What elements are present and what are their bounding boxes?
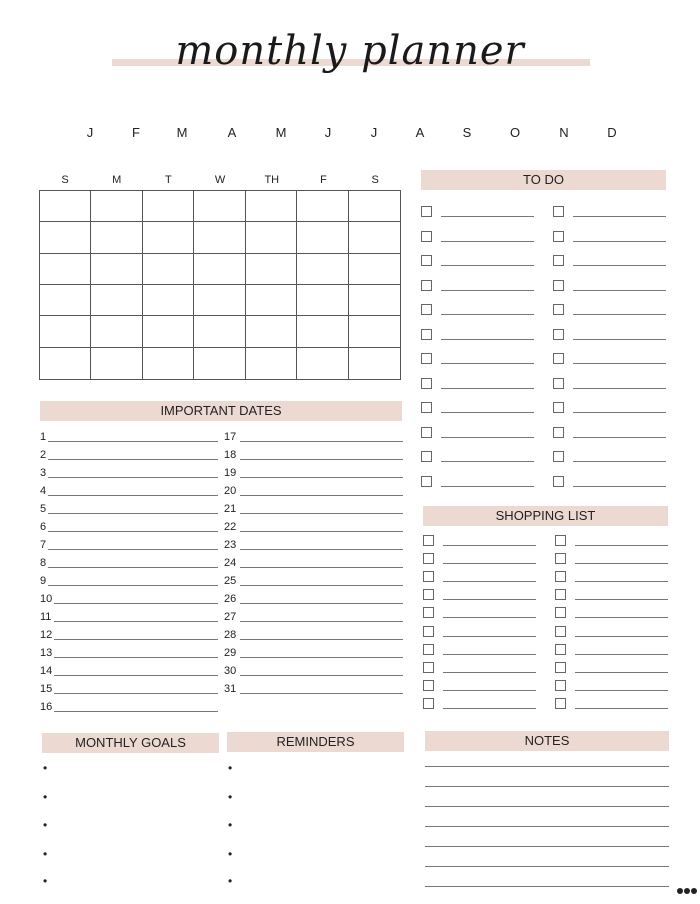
date-line[interactable]: [240, 441, 403, 442]
date-number: 31: [224, 683, 237, 695]
shopping-line[interactable]: [575, 545, 668, 546]
todo-line[interactable]: [573, 314, 666, 315]
date-number: 5: [40, 503, 47, 515]
date-number: 28: [224, 629, 237, 641]
notes-line[interactable]: [425, 846, 669, 847]
date-number: 13: [40, 647, 53, 659]
todo-line[interactable]: [573, 290, 666, 291]
logo-icon: [676, 886, 698, 898]
calendar-cell[interactable]: [40, 222, 91, 253]
bullet: •: [228, 874, 233, 888]
date-number: 1: [40, 431, 47, 443]
bullet: •: [43, 818, 48, 832]
date-line[interactable]: [54, 657, 218, 658]
date-number: 10: [40, 593, 53, 605]
calendar-cell[interactable]: [194, 285, 245, 316]
date-line[interactable]: [54, 639, 218, 640]
todo-checkbox[interactable]: [553, 402, 564, 413]
calendar-cell[interactable]: [143, 348, 194, 379]
todo-line[interactable]: [441, 486, 534, 487]
date-number: 15: [40, 683, 53, 695]
month-letter[interactable]: M: [275, 125, 287, 140]
shopping-line[interactable]: [443, 581, 536, 582]
shopping-checkbox[interactable]: [555, 698, 566, 709]
date-line[interactable]: [48, 459, 218, 460]
calendar-cell[interactable]: [349, 348, 400, 379]
shopping-checkbox[interactable]: [555, 680, 566, 691]
todo-line[interactable]: [441, 437, 534, 438]
date-number: 2: [40, 449, 47, 461]
shopping-line[interactable]: [443, 690, 536, 691]
date-line[interactable]: [240, 639, 403, 640]
month-letter[interactable]: A: [227, 125, 237, 140]
todo-checkbox[interactable]: [553, 206, 564, 217]
notes-line[interactable]: [425, 806, 669, 807]
bullet: •: [228, 761, 233, 775]
todo-line[interactable]: [441, 314, 534, 315]
todo-checkbox[interactable]: [553, 353, 564, 364]
shopping-line[interactable]: [575, 690, 668, 691]
todo-line[interactable]: [441, 388, 534, 389]
date-number: 29: [224, 647, 237, 659]
calendar-cell[interactable]: [297, 348, 348, 379]
notes-line[interactable]: [425, 826, 669, 827]
date-number: 4: [40, 485, 47, 497]
date-line[interactable]: [48, 495, 218, 496]
date-number: 16: [40, 701, 53, 713]
date-number: 21: [224, 503, 237, 515]
calendar-cell[interactable]: [40, 254, 91, 285]
calendar-cell[interactable]: [349, 316, 400, 347]
date-line[interactable]: [240, 693, 403, 694]
date-number: 27: [224, 611, 237, 623]
monthly-goals-header: MONTHLY GOALS: [42, 733, 219, 753]
calendar-cell[interactable]: [297, 191, 348, 222]
calendar-cell[interactable]: [194, 316, 245, 347]
calendar-cell[interactable]: [91, 316, 142, 347]
weekday-label: S: [61, 174, 69, 186]
date-line[interactable]: [48, 567, 218, 568]
calendar-cell[interactable]: [91, 191, 142, 222]
date-line[interactable]: [240, 495, 403, 496]
calendar-cell[interactable]: [143, 285, 194, 316]
date-line[interactable]: [240, 621, 403, 622]
date-line[interactable]: [48, 441, 218, 442]
date-line[interactable]: [240, 459, 403, 460]
calendar-cell[interactable]: [246, 285, 297, 316]
todo-line[interactable]: [573, 241, 666, 242]
month-letter[interactable]: J: [370, 125, 378, 140]
shopping-line[interactable]: [575, 654, 668, 655]
calendar-cell[interactable]: [246, 191, 297, 222]
todo-checkbox[interactable]: [553, 280, 564, 291]
date-line[interactable]: [240, 477, 403, 478]
weekday-label: S: [371, 174, 379, 186]
todo-checkbox[interactable]: [553, 304, 564, 315]
date-line[interactable]: [240, 567, 403, 568]
todo-line[interactable]: [441, 216, 534, 217]
reminders-header: REMINDERS: [227, 732, 404, 752]
calendar-cell[interactable]: [91, 222, 142, 253]
bullet: •: [43, 790, 48, 804]
calendar-cell[interactable]: [349, 254, 400, 285]
todo-checkbox[interactable]: [553, 378, 564, 389]
todo-line[interactable]: [573, 339, 666, 340]
todo-line[interactable]: [441, 363, 534, 364]
date-line[interactable]: [48, 585, 218, 586]
todo-line[interactable]: [573, 388, 666, 389]
shopping-line[interactable]: [443, 563, 536, 564]
todo-checkbox[interactable]: [421, 329, 432, 340]
shopping-list-header: SHOPPING LIST: [423, 506, 668, 526]
date-line[interactable]: [54, 675, 218, 676]
todo-checkbox[interactable]: [553, 451, 564, 462]
date-number: 25: [224, 575, 237, 587]
shopping-line[interactable]: [443, 617, 536, 618]
todo-checkbox[interactable]: [421, 304, 432, 315]
weekday-label: W: [214, 174, 226, 186]
calendar-cell[interactable]: [297, 222, 348, 253]
date-number: 3: [40, 467, 47, 479]
calendar-cell[interactable]: [349, 222, 400, 253]
shopping-line[interactable]: [443, 599, 536, 600]
todo-checkbox[interactable]: [421, 206, 432, 217]
todo-line[interactable]: [573, 265, 666, 266]
shopping-checkbox[interactable]: [555, 644, 566, 655]
calendar-cell[interactable]: [40, 285, 91, 316]
date-line[interactable]: [48, 513, 218, 514]
date-number: 11: [40, 611, 52, 623]
shopping-checkbox[interactable]: [555, 662, 566, 673]
todo-line[interactable]: [441, 339, 534, 340]
calendar-cell[interactable]: [246, 222, 297, 253]
todo-checkbox[interactable]: [553, 255, 564, 266]
todo-checkbox[interactable]: [421, 353, 432, 364]
date-line[interactable]: [240, 675, 403, 676]
todo-checkbox[interactable]: [553, 231, 564, 242]
date-number: 14: [40, 665, 53, 677]
todo-checkbox[interactable]: [553, 476, 564, 487]
shopping-checkbox[interactable]: [423, 535, 434, 546]
shopping-checkbox[interactable]: [555, 553, 566, 564]
shopping-line[interactable]: [575, 708, 668, 709]
bullet: •: [43, 847, 48, 861]
calendar-cell[interactable]: [91, 348, 142, 379]
shopping-checkbox[interactable]: [555, 535, 566, 546]
date-number: 7: [40, 539, 47, 551]
date-line[interactable]: [240, 585, 403, 586]
bullet: •: [228, 847, 233, 861]
calendar-cell[interactable]: [143, 191, 194, 222]
date-number: 6: [40, 521, 47, 533]
todo-line[interactable]: [441, 412, 534, 413]
shopping-checkbox[interactable]: [555, 607, 566, 618]
date-line[interactable]: [54, 693, 218, 694]
todo-checkbox[interactable]: [421, 231, 432, 242]
shopping-line[interactable]: [443, 636, 536, 637]
date-number: 12: [40, 629, 53, 641]
todo-header: TO DO: [421, 170, 666, 190]
date-number: 30: [224, 665, 237, 677]
todo-checkbox[interactable]: [421, 402, 432, 413]
notes-line[interactable]: [425, 766, 669, 767]
date-line[interactable]: [240, 531, 403, 532]
shopping-checkbox[interactable]: [423, 662, 434, 673]
calendar-cell[interactable]: [297, 285, 348, 316]
shopping-line[interactable]: [443, 708, 536, 709]
weekday-label: T: [165, 174, 172, 186]
calendar-cell[interactable]: [194, 191, 245, 222]
notes-line[interactable]: [425, 866, 669, 867]
date-line[interactable]: [240, 657, 403, 658]
date-number: 19: [224, 467, 237, 479]
todo-line[interactable]: [573, 486, 666, 487]
calendar-cell[interactable]: [143, 316, 194, 347]
month-letter[interactable]: N: [559, 125, 569, 140]
shopping-line[interactable]: [575, 581, 668, 582]
month-letter[interactable]: M: [176, 125, 188, 140]
shopping-checkbox[interactable]: [423, 644, 434, 655]
shopping-checkbox[interactable]: [423, 589, 434, 600]
calendar-cell[interactable]: [194, 348, 245, 379]
calendar-cell[interactable]: [297, 254, 348, 285]
page-title: monthly planner: [175, 28, 525, 74]
date-number: 8: [40, 557, 47, 569]
shopping-checkbox[interactable]: [423, 698, 434, 709]
date-number: 20: [224, 485, 237, 497]
shopping-checkbox[interactable]: [423, 553, 434, 564]
calendar-cell[interactable]: [143, 254, 194, 285]
calendar-cell[interactable]: [194, 222, 245, 253]
todo-checkbox[interactable]: [421, 451, 432, 462]
bullet: •: [228, 818, 233, 832]
shopping-line[interactable]: [575, 636, 668, 637]
date-line[interactable]: [48, 531, 218, 532]
month-letter[interactable]: F: [132, 125, 140, 140]
calendar-cell[interactable]: [40, 348, 91, 379]
date-line[interactable]: [48, 477, 218, 478]
bullet: •: [43, 761, 48, 775]
calendar-cell[interactable]: [297, 316, 348, 347]
todo-line[interactable]: [573, 412, 666, 413]
date-line[interactable]: [240, 603, 403, 604]
shopping-line[interactable]: [443, 545, 536, 546]
shopping-checkbox[interactable]: [423, 626, 434, 637]
shopping-line[interactable]: [575, 563, 668, 564]
weekday-label: F: [320, 174, 327, 186]
shopping-checkbox[interactable]: [555, 571, 566, 582]
todo-line[interactable]: [441, 241, 534, 242]
date-line[interactable]: [54, 603, 218, 604]
important-dates-header: IMPORTANT DATES: [40, 401, 402, 421]
shopping-line[interactable]: [443, 672, 536, 673]
date-line[interactable]: [240, 549, 403, 550]
todo-checkbox[interactable]: [421, 378, 432, 389]
month-letter[interactable]: S: [462, 125, 472, 140]
date-number: 17: [224, 431, 237, 443]
calendar-cell[interactable]: [246, 254, 297, 285]
todo-checkbox[interactable]: [553, 329, 564, 340]
todo-line[interactable]: [573, 216, 666, 217]
todo-checkbox[interactable]: [421, 280, 432, 291]
shopping-line[interactable]: [575, 617, 668, 618]
notes-header: NOTES: [425, 731, 669, 751]
todo-checkbox[interactable]: [421, 476, 432, 487]
todo-line[interactable]: [441, 265, 534, 266]
calendar-grid: [39, 190, 401, 380]
calendar-cell[interactable]: [349, 285, 400, 316]
date-number: 24: [224, 557, 237, 569]
date-line[interactable]: [54, 711, 218, 712]
calendar-cell[interactable]: [194, 254, 245, 285]
todo-line[interactable]: [441, 461, 534, 462]
calendar-cell[interactable]: [246, 316, 297, 347]
shopping-checkbox[interactable]: [555, 589, 566, 600]
todo-checkbox[interactable]: [421, 255, 432, 266]
calendar-cell[interactable]: [246, 348, 297, 379]
todo-checkbox[interactable]: [421, 427, 432, 438]
calendar-cell[interactable]: [40, 191, 91, 222]
date-number: 26: [224, 593, 237, 605]
todo-line[interactable]: [573, 461, 666, 462]
shopping-line[interactable]: [575, 599, 668, 600]
todo-line[interactable]: [441, 290, 534, 291]
month-letter[interactable]: J: [86, 125, 94, 140]
date-number: 22: [224, 521, 237, 533]
month-letter[interactable]: A: [415, 125, 425, 140]
notes-line[interactable]: [425, 786, 669, 787]
todo-line[interactable]: [573, 363, 666, 364]
shopping-checkbox[interactable]: [423, 571, 434, 582]
weekday-label: TH: [264, 174, 280, 186]
month-letter[interactable]: D: [607, 125, 617, 140]
notes-line[interactable]: [425, 886, 669, 887]
date-line[interactable]: [48, 549, 218, 550]
date-number: 18: [224, 449, 237, 461]
month-letter[interactable]: J: [324, 125, 332, 140]
shopping-checkbox[interactable]: [423, 680, 434, 691]
calendar-cell[interactable]: [40, 316, 91, 347]
todo-checkbox[interactable]: [553, 427, 564, 438]
date-number: 23: [224, 539, 237, 551]
date-line[interactable]: [54, 621, 218, 622]
date-number: 9: [40, 575, 47, 587]
date-line[interactable]: [240, 513, 403, 514]
shopping-checkbox[interactable]: [423, 607, 434, 618]
calendar-cell[interactable]: [349, 191, 400, 222]
calendar-cell[interactable]: [143, 222, 194, 253]
shopping-line[interactable]: [575, 672, 668, 673]
bullet: •: [228, 790, 233, 804]
weekday-label: M: [112, 174, 122, 186]
shopping-checkbox[interactable]: [555, 626, 566, 637]
calendar-cell[interactable]: [91, 254, 142, 285]
bullet: •: [43, 874, 48, 888]
calendar-cell[interactable]: [91, 285, 142, 316]
todo-line[interactable]: [573, 437, 666, 438]
month-letter[interactable]: O: [509, 125, 521, 140]
shopping-line[interactable]: [443, 654, 536, 655]
